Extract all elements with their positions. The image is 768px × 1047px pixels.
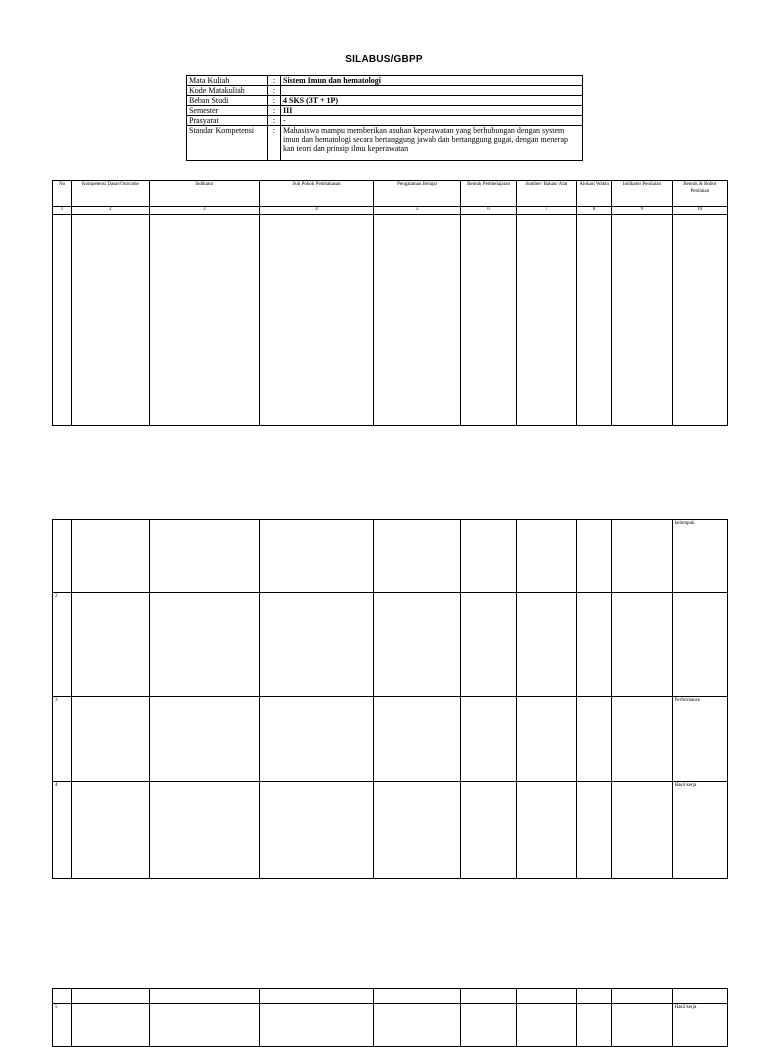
meta-separator: : [268,106,281,116]
table-cell [577,697,612,782]
assessment-cell: Performance [672,697,727,782]
table-cell [577,782,612,879]
table-cell [72,782,149,879]
assessment-cell: kelompok [672,520,727,593]
table-cell [260,697,374,782]
meta-label: Prasyarat [187,116,268,126]
table-cell [612,989,672,1004]
column-header: Bentuk & Bobot Penilaian [672,181,727,207]
table-cell [672,214,727,425]
meta-value: 4 SKS (3T + 1P) [281,96,583,106]
meta-row [187,76,583,86]
column-number: 4 [260,207,374,215]
table-cell [260,782,374,879]
meta-separator: : [268,116,281,126]
meta-row [187,126,583,161]
meta-row [187,96,583,106]
table-cell [260,593,374,697]
table-row [53,1004,728,1047]
assessment-cell [672,989,727,1004]
row-number: 3 [53,697,72,782]
meta-value: Mahasiswa mampu memberikan asuhan keperawatan yang berhubungan dengan system imun dan hematologi secara bertanggung jawab dan bertanggung gugat, dengan menerap kan teori dan prinsip ilmu keperawatan [281,126,583,161]
column-number: 8 [577,207,612,215]
meta-value [281,86,583,96]
table-cell [373,214,461,425]
table-cell [516,593,576,697]
table-row [53,697,728,782]
table-cell [612,520,672,593]
table-row [53,782,728,879]
syllabus-table-continued [52,519,728,879]
table-cell [461,782,516,879]
column-header: Sub Pokok Pembahasan [260,181,374,207]
meta-separator: : [268,96,281,106]
table-cell [53,214,72,425]
table-cell [612,1004,672,1047]
column-number: 1 [53,207,72,215]
table-row [53,593,728,697]
syllabus-table-continued-2 [52,988,728,1047]
syllabus-table [52,180,728,426]
meta-row [187,86,583,96]
column-number: 2 [72,207,149,215]
column-header: Indikator Penilaian [612,181,672,207]
column-number-row [53,207,728,215]
column-number: 10 [672,207,727,215]
table-cell [516,989,576,1004]
row-number: 5 [53,1004,72,1047]
table-cell [516,782,576,879]
meta-row [187,116,583,126]
table-cell [149,989,260,1004]
table-cell [373,593,461,697]
assessment-cell: Hasil kerja [672,1004,727,1047]
table-cell [516,520,576,593]
table-cell [72,989,149,1004]
table-cell [461,214,516,425]
page-title: SILABUS/GBPP [345,54,423,65]
table-cell [149,593,260,697]
meta-label: Kode Matakuliah [187,86,268,96]
table-cell [373,697,461,782]
column-number: 3 [149,207,260,215]
column-header: No [53,181,72,207]
meta-value: III [281,106,583,116]
table-cell [461,520,516,593]
table-row [53,214,728,425]
table-cell [72,697,149,782]
column-number: 9 [612,207,672,215]
column-number: 6 [461,207,516,215]
row-number: 4 [53,782,72,879]
table-cell [260,520,374,593]
table-cell [577,520,612,593]
table-cell [516,214,576,425]
table-cell [516,1004,576,1047]
meta-label: Mata Kuliah [187,76,268,86]
table-cell [373,520,461,593]
meta-label: Semester [187,106,268,116]
row-number: 2 [53,593,72,697]
table-row [53,989,728,1004]
table-cell [260,214,374,425]
assessment-cell [672,593,727,697]
table-cell [461,1004,516,1047]
meta-label: Standar Kompetensi [187,126,268,161]
table-cell [72,593,149,697]
column-header: Bentuk Pembelajaran [461,181,516,207]
table-cell [149,697,260,782]
table-cell [577,214,612,425]
column-number: 7 [516,207,576,215]
meta-value: - [281,116,583,126]
meta-separator: : [268,76,281,86]
table-cell [612,782,672,879]
column-number: 5 [373,207,461,215]
table-row [53,520,728,593]
table-cell [72,1004,149,1047]
table-cell [577,593,612,697]
table-cell [260,1004,374,1047]
meta-row [187,106,583,116]
assessment-cell: Hasil kerja [672,782,727,879]
meta-value: Sistem Imun dan hematologi [281,76,583,86]
table-cell [373,782,461,879]
row-number [53,520,72,593]
course-info-table [186,75,583,161]
table-cell [612,593,672,697]
table-cell [612,214,672,425]
table-cell [577,1004,612,1047]
table-cell [373,1004,461,1047]
header-row [53,181,728,207]
table-cell [516,697,576,782]
meta-separator: : [268,126,281,161]
column-header: Alokasi Waktu [577,181,612,207]
table-cell [149,520,260,593]
meta-label: Beban Studi [187,96,268,106]
column-header: Kompetensi Dasar/Outcome [72,181,149,207]
table-cell [72,520,149,593]
table-cell [612,697,672,782]
table-cell [461,989,516,1004]
row-number [53,989,72,1004]
table-cell [461,593,516,697]
table-cell [373,989,461,1004]
column-header: Indikator [149,181,260,207]
table-cell [461,697,516,782]
table-cell [149,1004,260,1047]
column-header: Sumber/ Bahan/ Alat [516,181,576,207]
table-cell [149,782,260,879]
table-cell [260,989,374,1004]
meta-separator: : [268,86,281,96]
table-cell [72,214,149,425]
column-header: Pengalaman Belajar [373,181,461,207]
table-cell [149,214,260,425]
table-cell [577,989,612,1004]
